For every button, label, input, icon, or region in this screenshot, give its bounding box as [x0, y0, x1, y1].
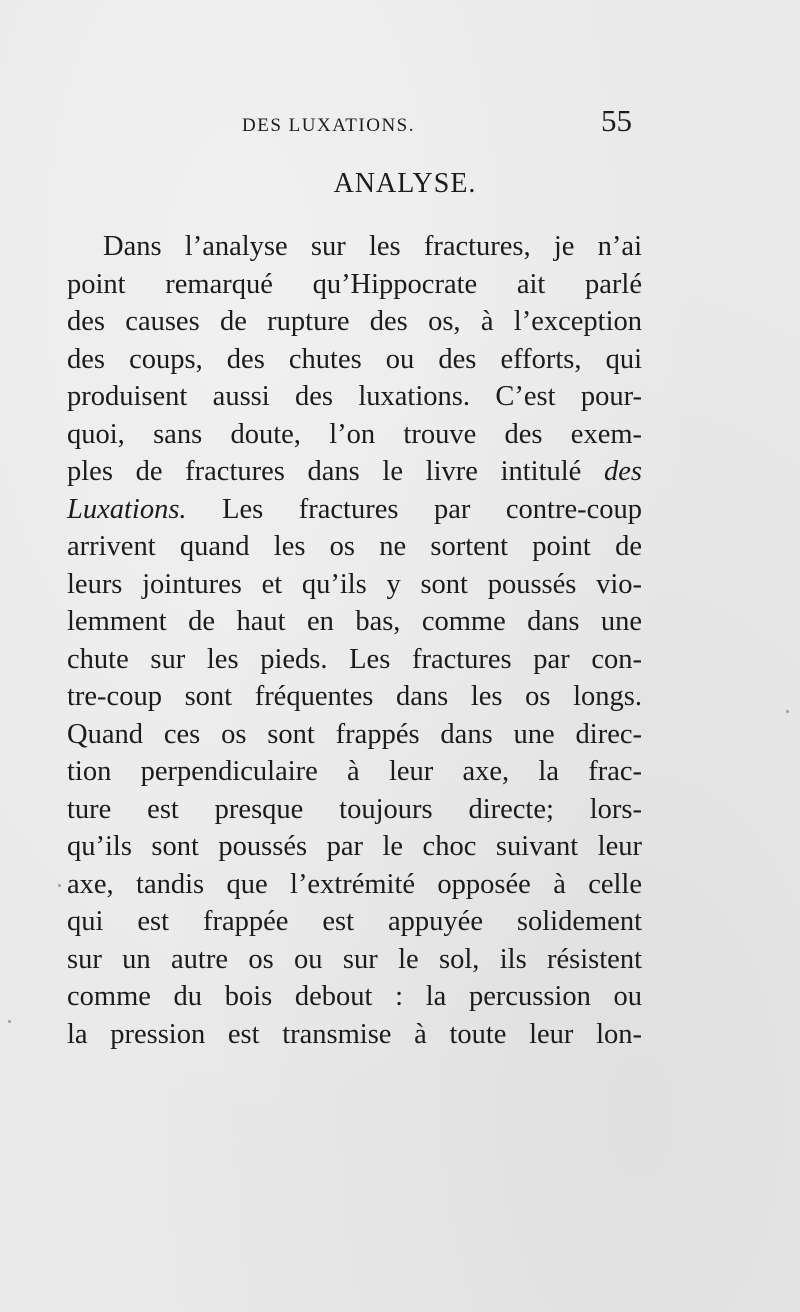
text-line: quoi, sans doute, l’on trouve des exem-: [67, 418, 642, 450]
body-paragraph: [67, 228, 642, 1053]
text-line: des causes de rupture des os, à l’exception: [67, 306, 642, 337]
text-line: chute sur les pieds. Les fractures par con-: [67, 643, 642, 675]
text-line: leurs jointures et qu’ils y sont poussés vio-: [67, 568, 642, 600]
text-line: comme du bois debout : la percussion ou: [67, 981, 642, 1012]
text-line: axe, tandis que l’extrémité opposée à celle: [67, 868, 642, 900]
text-line: arrivent quand les os ne sortent point de: [67, 531, 642, 562]
running-head: DES LUXATIONS.: [242, 115, 415, 136]
text-line: [67, 453, 642, 491]
text-line: ture est presque toujours directe; lors-: [67, 793, 642, 825]
paper-speck: [8, 1020, 11, 1023]
text-line: la pression est transmise à toute leur lon-: [67, 1018, 642, 1050]
italic-word: des: [604, 456, 643, 487]
text-line: qu’ils sont poussés par le choc suivant leur: [67, 831, 642, 862]
text-line: tion perpendiculaire à leur axe, la frac-: [67, 756, 642, 787]
text-line: point remarqué qu’Hippocrate ait parlé: [67, 268, 642, 300]
paper-speck: [786, 710, 789, 713]
section-title: ANALYSE.: [333, 168, 477, 199]
text-line: sur un autre os ou sur le sol, ils résistent: [67, 943, 642, 975]
text-line: qui est frappée est appuyée solidement: [67, 906, 642, 937]
text-line: produisent aussi des luxations. C’est pour-: [67, 381, 642, 412]
text-line: [67, 491, 642, 529]
text-line: des coups, des chutes ou des efforts, qui: [67, 343, 642, 375]
text-line: Dans l’analyse sur les fractures, je n’ai: [103, 231, 642, 262]
text-line: Quand ces os sont frappés dans une direc-: [67, 718, 642, 750]
text-line: lemment de haut en bas, comme dans une: [67, 606, 642, 637]
italic-title: Luxations.: [67, 493, 187, 525]
text-line: tre-coup sont fréquentes dans les os longs.: [67, 681, 642, 712]
page-header: [242, 103, 632, 143]
text-fragment: Les fractures par contre-coup: [222, 493, 642, 525]
page-number: 55: [601, 103, 632, 138]
paper-speck: [58, 884, 61, 887]
text-fragment: ples de fractures dans le livre intitulé: [67, 456, 582, 487]
